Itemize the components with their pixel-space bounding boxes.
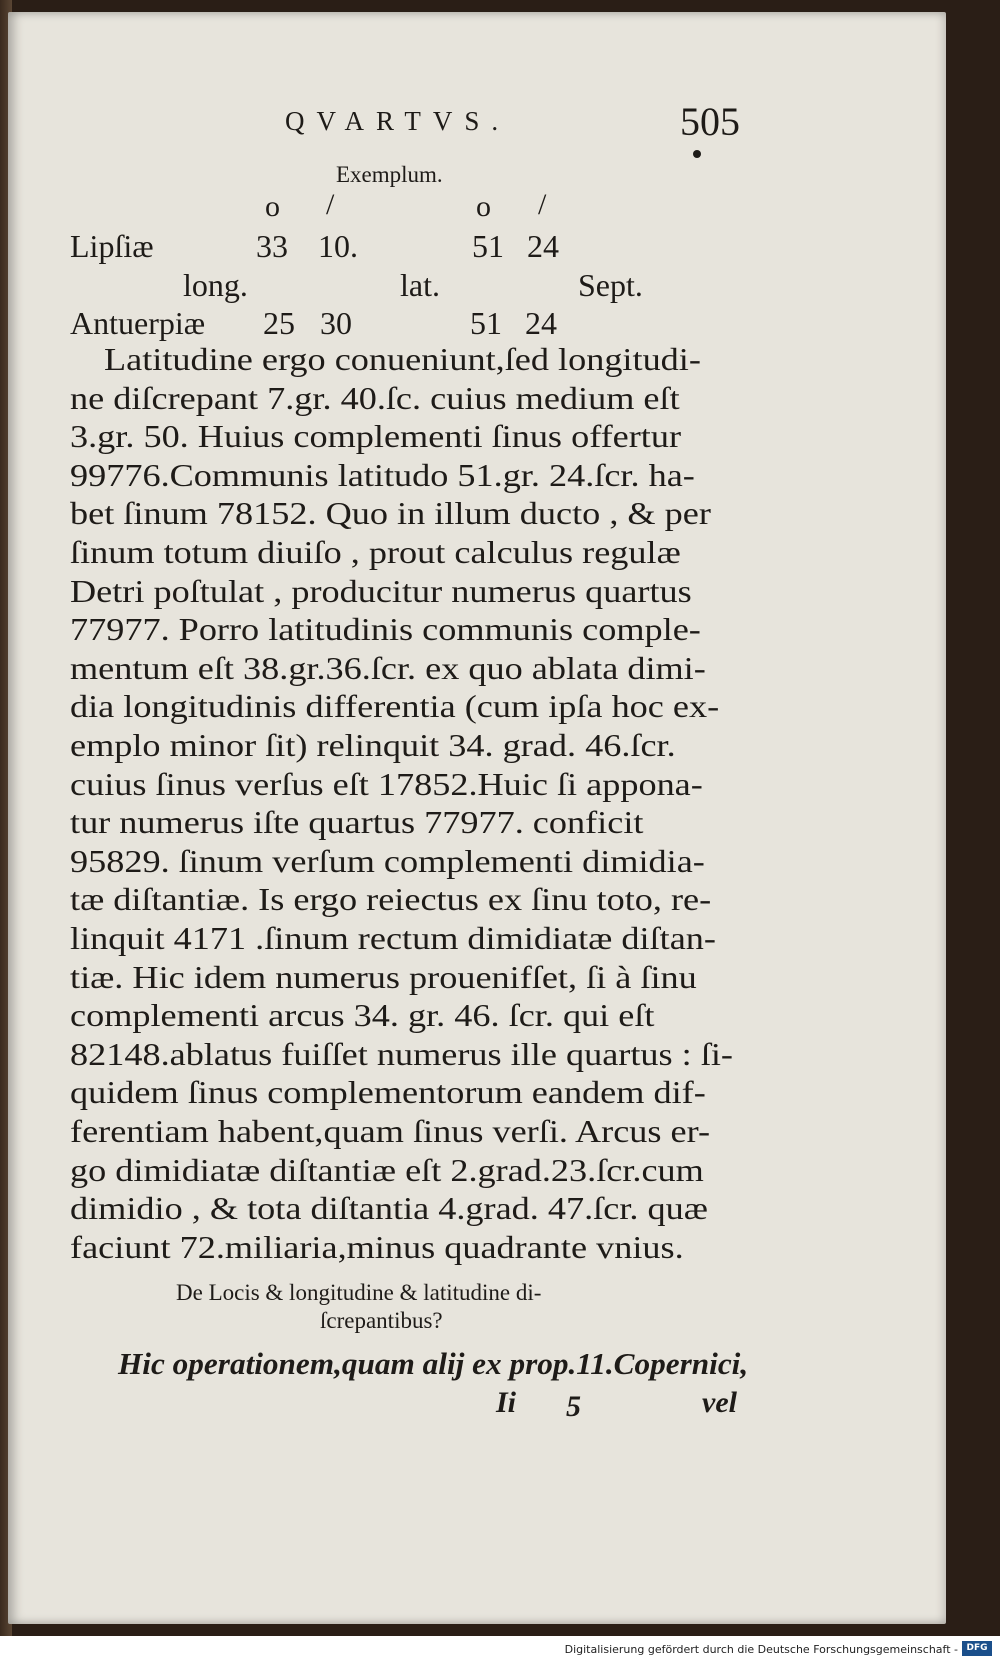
longitude-minutes: 30	[320, 305, 352, 341]
latitude-degrees: 51	[472, 228, 504, 264]
dfg-logo: DFG	[962, 1641, 992, 1656]
body-line: tiæ. Hic idem numerus prouenifſet, ſi à ſinu	[70, 959, 697, 995]
section-heading-line: De Locis & longitudine & latitudine di-	[176, 1280, 542, 1305]
body-line: go dimidiatæ diſtantiæ eſt 2.grad.23.ſcr.cum	[70, 1152, 704, 1188]
place-name: Antuerpiæ	[70, 305, 206, 341]
signature-number: 5	[566, 1390, 581, 1423]
body-line: dimidio , & tota diſtantia 4.grad. 47.ſcr. quæ	[70, 1191, 708, 1227]
latitude-minutes: 24	[527, 228, 559, 264]
body-line: quidem ſinus complementorum eandem dif-	[70, 1075, 706, 1111]
latitude-label: lat.	[400, 267, 440, 303]
body-line: cuius ſinus verſus eſt 17852.Huic ſi appona-	[70, 766, 703, 802]
body-line: dia longitudinis differentia (cum ipſa hoc ex-	[70, 689, 720, 725]
longitude-degrees: 25	[263, 305, 295, 341]
degree-mark: o	[476, 190, 491, 223]
body-line: tæ diſtantiæ. Is ergo reiectus ex ſinu toto, re-	[70, 882, 712, 918]
degree-mark: o	[265, 190, 280, 223]
body-line: 95829. ſinum verſum complementi dimidia-	[70, 843, 705, 879]
running-head: QVARTVS.	[285, 106, 511, 136]
latitude-degrees: 51	[470, 305, 502, 341]
digitization-credit: Digitalisierung gefördert durch die Deutsche Forschungsgemeinschaft -	[564, 1643, 958, 1656]
section-heading-line: ſcrepantibus?	[320, 1308, 443, 1333]
latitude-minutes: 24	[525, 305, 557, 341]
body-line: 82148.ablatus fuiſſet numerus ille quartus : ſi-	[70, 1036, 734, 1072]
place-name: Lipſiæ	[70, 228, 154, 264]
body-line: tur numerus iſte quartus 77977. conficit	[70, 805, 644, 841]
body-line: 77977. Porro latitudinis communis comple-	[70, 612, 701, 648]
signature-mark: Ii	[496, 1386, 517, 1419]
body-line: bet ſinum 78152. Quo in illum ducto , & per	[70, 496, 711, 532]
minute-mark: /	[538, 188, 547, 221]
body-line: 99776.Communis latitudo 51.gr. 24.ſcr. ha-	[70, 457, 695, 493]
example-heading: Exemplum.	[336, 162, 443, 187]
body-line: linquit 4171 .ſinum rectum dimidiatæ diſtan-	[70, 921, 716, 956]
body-line: ferentiam habent,quam ſinus verſi. Arcus er-	[70, 1114, 711, 1149]
body-line: ne diſcrepant 7.gr. 40.ſc. cuius medium eſt	[70, 380, 680, 416]
catchword: vel	[702, 1386, 737, 1419]
body-line: Detri poſtulat , producitur numerus quartus	[70, 573, 692, 609]
body-line: faciunt 72.miliaria,minus quadrante vnius.	[70, 1229, 684, 1265]
body-line: 3.gr. 50. Huius complementi ſinus offertur	[70, 419, 682, 455]
italic-text-line: Hic operationem,quam alij ex prop.11.Copernici,	[118, 1346, 749, 1381]
ink-dot	[693, 150, 701, 158]
body-line: emplo minor ſit) relinquit 34. grad. 46.ſcr.	[70, 728, 676, 763]
longitude-minutes: 10.	[318, 228, 358, 264]
body-line: mentum eſt 38.gr.36.ſcr. ex quo ablata dimi-	[70, 650, 706, 686]
longitude-label: long.	[183, 267, 248, 303]
body-line: Latitudine ergo conueniunt,ſed longitudi-	[104, 342, 701, 377]
longitude-degrees: 33	[256, 228, 288, 264]
body-line: complementi arcus 34. gr. 46. ſcr. qui eſt	[70, 998, 655, 1034]
body-line: ſinum totum diuiſo , prout calculus regulæ	[70, 535, 681, 570]
page-number: 505	[680, 99, 740, 144]
septentrional-label: Sept.	[578, 267, 643, 303]
minute-mark: /	[326, 188, 335, 221]
